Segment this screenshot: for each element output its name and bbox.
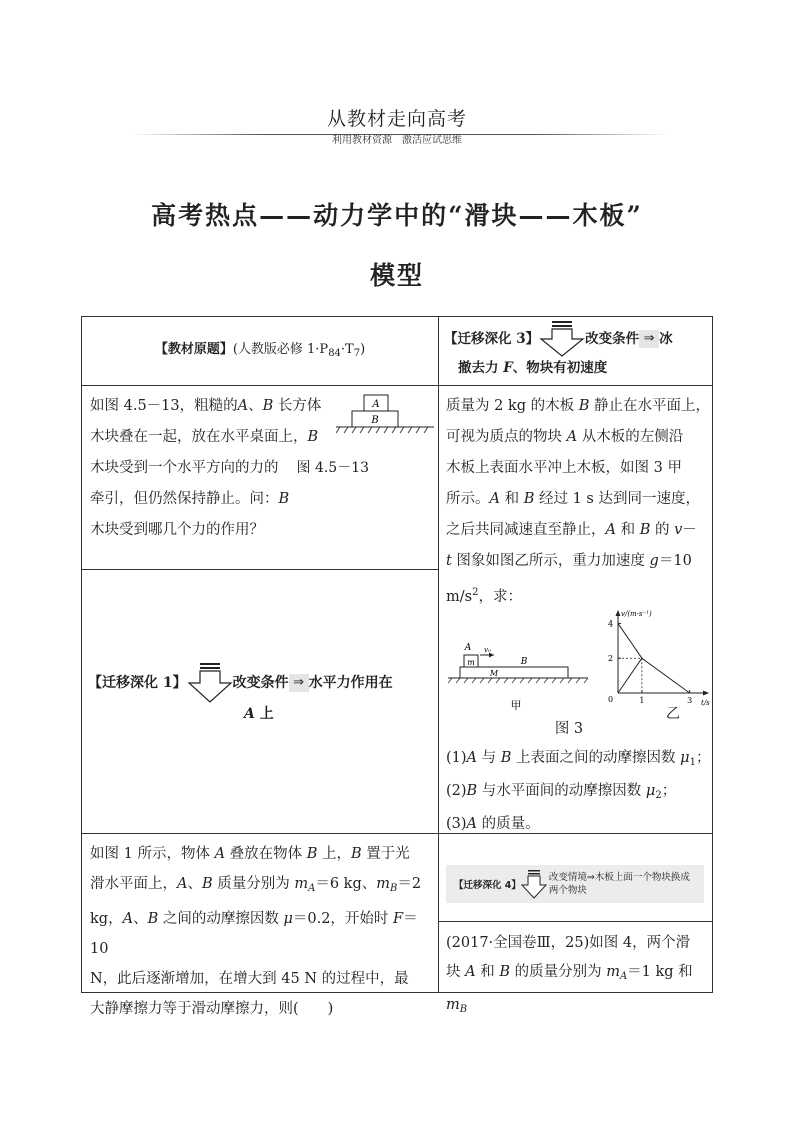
board-M-label: M (489, 669, 499, 678)
q3-s2mu: μ (645, 783, 656, 799)
q3-line3: 木板上表面水平冲上木板，如图 3 甲 (446, 460, 682, 476)
block-a-label: A (372, 399, 380, 410)
textbook-original-header (82, 317, 438, 385)
q4-l2b: B (499, 964, 510, 980)
q3-l4p: 所示。 (446, 491, 490, 507)
q2-l3a: A (122, 911, 134, 927)
q3-sub1 (446, 744, 712, 777)
q3-l4e: 经过 1 s 达到同一速度， (534, 491, 700, 507)
header-title: 从教材走向高考 (326, 108, 467, 130)
figure-3-yi-vt-chart (604, 607, 712, 717)
head-ref-page: 84 (328, 347, 341, 359)
tick-label-0: 0 (608, 695, 614, 704)
question-3-parts (446, 715, 712, 839)
q3-l7sup: 2 (472, 587, 479, 598)
table-rule (438, 921, 712, 922)
content-table (81, 316, 713, 1017)
q1-l2b: B (307, 429, 319, 445)
q3-l2e: 从木板的左侧沿 (577, 429, 684, 445)
q3-s1m: 与 (477, 750, 501, 766)
q3-s1m2: 上表面之间的动摩擦因数 (511, 750, 681, 766)
q3-l5p: 之后共同减速直至静止， (446, 522, 606, 538)
q3-l1p: 质量为 2 kg 的木板 (446, 398, 579, 414)
q3-l4a: A (489, 491, 500, 507)
q2-l3b: B (147, 911, 159, 927)
q3-sub3 (446, 810, 712, 839)
q3-l5b: B (639, 522, 651, 538)
q3-s2e: ； (661, 783, 677, 799)
q2-l2v2: ＝2 (397, 876, 422, 892)
q2-line1 (90, 839, 436, 869)
q2-l2m2: m (376, 876, 390, 892)
q3-s1a: A (466, 750, 478, 766)
q1-a: A (237, 398, 249, 414)
q1-l1: 如图 4.5－13，粗糙的 (90, 398, 238, 414)
deepening-3-tag: 【迁移深化 3】 (444, 331, 540, 347)
series-line-2 (618, 658, 642, 693)
q3-s2p: (2) (446, 783, 467, 799)
figure-jia-label: 甲 (510, 699, 522, 712)
q1-l4: 牵引，但仍然保持静止。问： (90, 491, 279, 507)
q3-l5m: 和 (615, 522, 640, 538)
q3-l5v: v (674, 522, 683, 538)
q2-l3mu: μ (283, 911, 293, 927)
q3-l7e: ，求： (478, 589, 522, 605)
q2-l3v: ＝0.2，开始时 (292, 911, 394, 927)
q3-s2b: B (466, 783, 478, 799)
tick-label-4: 4 (608, 619, 614, 629)
q3-s1mu: μ (680, 750, 690, 766)
page-header (0, 104, 794, 146)
deepening-1 (88, 663, 436, 725)
q4-l2m: 和 (475, 964, 500, 980)
deepening-3-content: 冰 (659, 331, 673, 347)
q3-l5a: A (605, 522, 616, 538)
q4-l2m1s: A (619, 971, 628, 982)
x-axis-arrow (703, 691, 709, 696)
question-2 (90, 839, 436, 1024)
main-title-line1: 高考热点——动力学中的“滑块——木板” (151, 201, 643, 230)
q2-l3m: 之间的动摩擦因数 (158, 911, 284, 927)
q1-line3 (90, 453, 435, 484)
q3-l6t: t (446, 553, 452, 569)
deepening-4-banner (446, 865, 704, 903)
q1-line5: 木块受到哪几个力的作用？ (90, 522, 264, 538)
tick-label-2: 2 (608, 654, 614, 664)
question-3 (446, 391, 712, 613)
q2-l2a: A (177, 876, 188, 892)
deepening-4-content (549, 871, 690, 897)
q2-l2b: B (201, 876, 213, 892)
tick-label-3: 3 (687, 696, 693, 705)
q1-l1e: 长方体 (273, 398, 322, 414)
q4-l2m3s: B (459, 1004, 468, 1015)
head-ref-mid: ·T (340, 341, 354, 357)
q3-line5 (446, 515, 712, 546)
block-A-label: A (464, 643, 472, 653)
head-ref-end: ) (360, 341, 366, 357)
q2-l1b: B (306, 846, 318, 862)
head-ref-problem: 7 (353, 347, 361, 359)
q3-l2p: 可视为质点的物块 (446, 429, 567, 445)
down-arrow-icon (187, 663, 233, 703)
q3-s1b: B (500, 750, 512, 766)
q2-l1a: A (214, 846, 226, 862)
q2-l2m1s: A (308, 883, 316, 894)
q3-l5e: － (682, 522, 697, 538)
y-axis-arrow (616, 610, 621, 616)
deepening-4-tag: 【迁移深化 4】 (454, 880, 521, 891)
q2-l3e: ＝10 (90, 911, 418, 957)
q2-line4: N，此后逐渐增加，在增大到 45 N 的过程中，最 (90, 971, 409, 987)
q2-l3f: F (393, 911, 404, 927)
q3-l6e: ＝10 (658, 553, 692, 569)
figure-3-label: 图 3 (554, 721, 584, 737)
question-4 (446, 929, 712, 1024)
deepening-3-header (444, 321, 710, 385)
d3-c2-f: F (503, 360, 513, 376)
deepening-1-content: 水平力作用在 (308, 675, 393, 691)
figure-4-5-13-label: 图 4.5－13 (296, 460, 370, 476)
q2-line2 (90, 869, 436, 904)
q3-s3a: A (466, 816, 478, 832)
tick-label-1: 1 (639, 696, 645, 705)
q3-l5m2: 的 (650, 522, 675, 538)
deepening-1-content-line2 (88, 703, 436, 725)
q1-line4 (90, 484, 435, 515)
q1-b: B (262, 398, 274, 414)
d3-c2-end: 、物块有初速度 (512, 360, 608, 376)
block-m-label: m (467, 658, 475, 667)
d1-c2-a: A (244, 706, 255, 722)
q4-l2a: A (465, 964, 476, 980)
q2-l3s: 、 (133, 911, 148, 927)
x-axis-label: t/s (701, 699, 710, 707)
series-line-1 (618, 623, 690, 693)
q3-l4b: B (523, 491, 535, 507)
q1-sep: 、 (248, 398, 263, 414)
figure-4-5-13 (336, 391, 434, 437)
y-axis-label: v/(m·s⁻¹) (621, 610, 652, 618)
q1-l2: 木块叠在一起，放在水平桌面上， (90, 429, 308, 445)
q3-s3e: 的质量。 (477, 816, 540, 832)
header-subtitle (0, 131, 794, 146)
figure-3-jia (448, 637, 588, 715)
q2-l3p: kg， (90, 911, 123, 927)
deepening-1-change: 改变条件 (232, 675, 289, 691)
q4-line1: (2017·全国卷Ⅲ，25)如图 4，两个滑 (446, 935, 691, 951)
deepening-3-change: 改变条件 (585, 331, 640, 347)
table-rule (82, 385, 712, 386)
table-rule (82, 569, 438, 570)
implies-arrow-icon: ⇒ (639, 330, 659, 348)
q3-l7p: m/s (446, 589, 473, 605)
q3-l1b: B (578, 398, 590, 414)
q4-l2m3: m (446, 997, 460, 1013)
deepening-1-tag: 【迁移深化 1】 (88, 675, 187, 691)
q3-l6g: g (649, 553, 659, 569)
q3-s1e: ； (695, 750, 711, 766)
q3-line1 (446, 391, 712, 422)
q2-l2v1: ＝6 kg、 (315, 876, 377, 892)
q4-l2p: 块 (446, 964, 466, 980)
q2-l2: 滑水平面上， (90, 876, 177, 892)
header-subtitle-text: 利用教材资源 激活应试思维 (326, 135, 468, 146)
q2-l1b2: B (351, 846, 362, 862)
q2-line5: 大静摩擦力等于滑动摩擦力，则( ) (90, 1001, 334, 1017)
q3-l6m: 图象如图乙所示，重力加速度 (451, 553, 650, 569)
q2-l2m: 质量分别为 (212, 876, 295, 892)
q3-s1p: (1) (446, 750, 467, 766)
down-arrow-icon (539, 321, 585, 357)
d4-l1: 改变情境⇒木板上面一个物块换成 (548, 872, 690, 883)
implies-arrow-icon: ⇒ (289, 674, 309, 692)
d3-c2-pre: 撤去力 (458, 360, 504, 376)
main-title-line2: 模型 (369, 261, 424, 290)
d1-c2: 上 (254, 706, 274, 722)
q3-l1e: 静止在水平面上， (589, 398, 710, 414)
q3-line4 (446, 484, 712, 515)
q2-l1m: 叠放在物体 (225, 846, 307, 862)
q4-l2v: ＝1 kg 和 (627, 964, 693, 980)
v0-label: v₀ (484, 646, 491, 654)
q4-l2m2: 的质量分别为 (509, 964, 607, 980)
q3-line6 (446, 546, 712, 577)
q2-l1e2: 置于光 (361, 846, 410, 862)
q2-l1e: 上， (317, 846, 352, 862)
q3-sub2 (446, 777, 712, 810)
q3-l2a: A (566, 429, 578, 445)
q3-s2m: 与水平面间的动摩擦因数 (477, 783, 646, 799)
table-divider (438, 317, 439, 992)
q2-l2m2s: B (390, 883, 398, 894)
q1-l3: 木块受到一个水平方向的力的 (90, 460, 279, 476)
block-b-label: B (371, 415, 379, 426)
q3-s3p: (3) (446, 816, 467, 832)
q1-l4b: B (278, 491, 290, 507)
deepening-3-content-line2 (444, 357, 710, 379)
q3-line2 (446, 422, 712, 453)
head-ref: (人教版必修 1·P (232, 341, 329, 357)
textbook-original-tag: 【教材原题】 (154, 341, 233, 357)
q2-l2m1: m (294, 876, 309, 892)
q2-l2s: 、 (187, 876, 202, 892)
board-B-label: B (520, 657, 528, 667)
q4-line2 (446, 958, 712, 1024)
down-arrow-icon (521, 869, 547, 899)
q2-l1: 如图 1 所示，物体 (90, 846, 215, 862)
q4-l2m1: m (606, 964, 620, 980)
q3-s2s: 2 (655, 790, 662, 801)
d4-l2: 两个物块 (548, 885, 587, 896)
q2-line3 (90, 904, 436, 964)
figure-yi-label: 乙 (666, 706, 680, 722)
q3-l4m: 和 (499, 491, 524, 507)
q3-s1s: 1 (689, 757, 696, 768)
